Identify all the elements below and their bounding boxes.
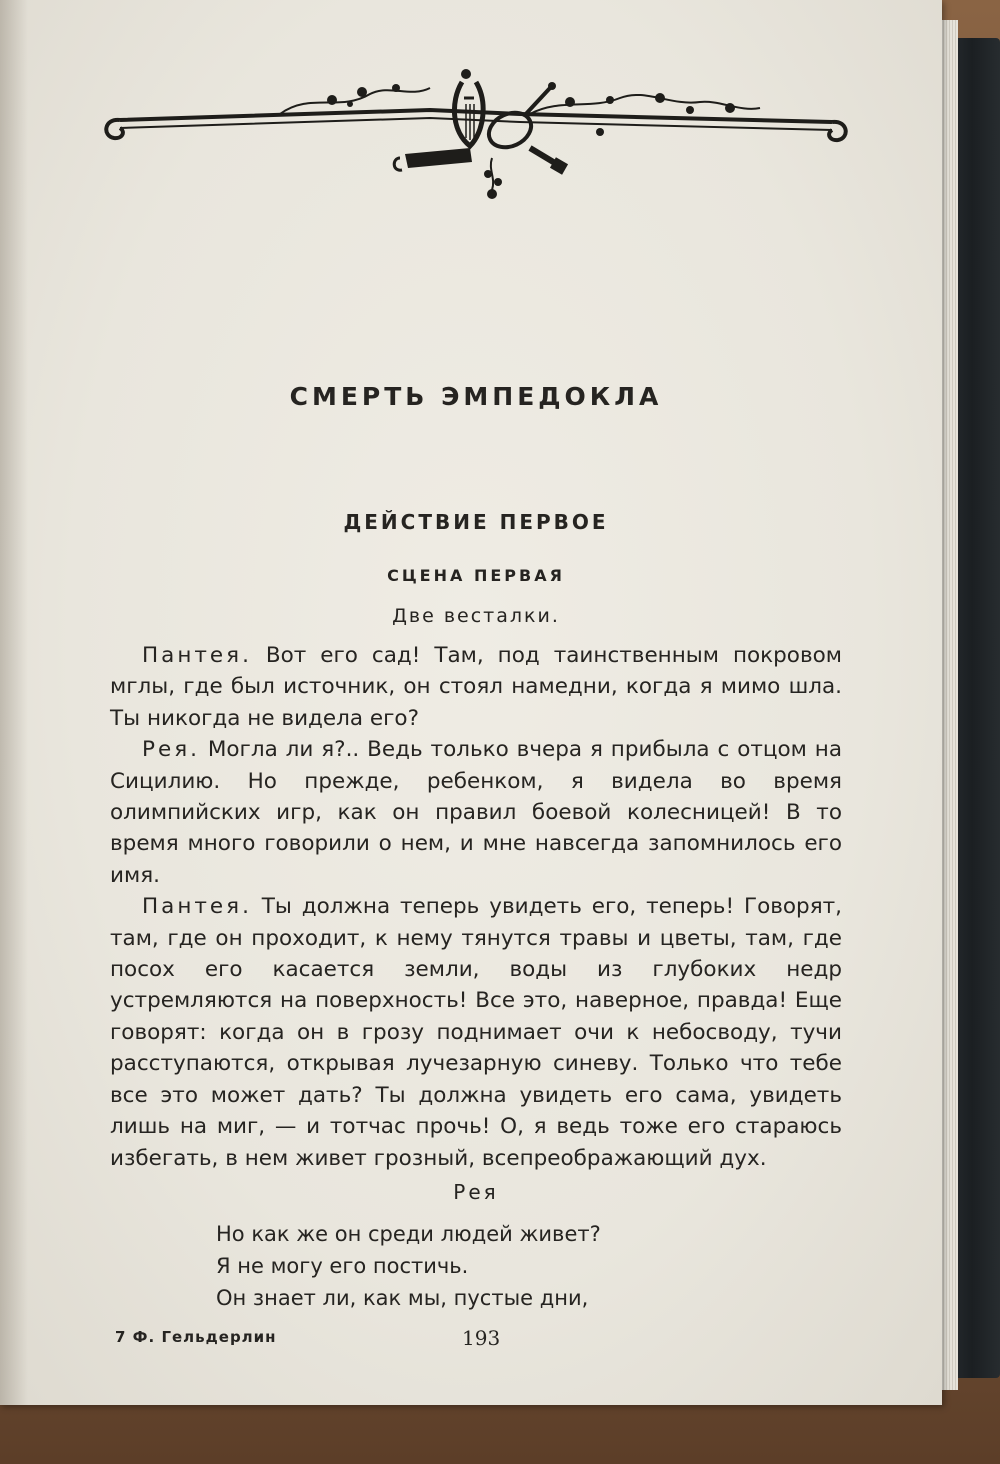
verse-block — [216, 1218, 836, 1314]
dialogue-text: Вот его сад! Там, под таинственным покровом мглы, где был источник, он стоял намедни, когда я мимо шла. Ты никогда не видела его? — [110, 643, 842, 731]
prose-dialogue — [110, 640, 842, 1174]
dialogue-text: Ты должна теперь увидеть его, теперь! Говорят, там, где он проходит, к нему тянутся травы и цветы, там, где посох его касается земли, воды из глубоких недр устремляются на поверхность! Все это, наверное, правда! Еще говорят: когда он в грозу поднимает очи к небосводу, тучи расступаются, открывая лучезарную синеву. Только что тебе все это может дать? Ты должна увидеть его сама, увидеть лишь на миг, — и тотчас прочь! О, я ведь тоже его стараюсь избегать, в нем живет грозный, всепреображающий дух. — [110, 894, 842, 1171]
dialogue-text: Могла ли я?.. Ведь только вчера я прибыла с отцом на Сицилию. Но прежде, ребенком, я видела во время олимпийских игр, как он правил боевой колесницей! В то время много говорили о нем, и мне навсегда запомнилось его имя. — [110, 737, 842, 888]
dialogue-paragraph — [110, 734, 842, 891]
verse-line: Я не могу его постичь. — [216, 1254, 469, 1278]
scene-persons: Две весталки. — [392, 605, 560, 627]
dialogue-paragraph — [110, 640, 842, 734]
printer-signature: 7 Ф. Гельдерлин — [115, 1328, 277, 1346]
verse-line: Он знает ли, как мы, пустые дни, — [216, 1286, 589, 1310]
headpiece-ornament-icon — [100, 62, 852, 202]
verse-line: Но как же он среди людей живет? — [216, 1222, 601, 1246]
page-number: 193 — [462, 1326, 501, 1350]
play-title: СМЕРТЬ ЭМПЕДОКЛА — [289, 382, 663, 411]
act-heading: ДЕЙСТВИЕ ПЕРВОЕ — [343, 510, 609, 534]
page-gutter-shadow — [0, 0, 28, 1405]
speaker-name: Рея. — [142, 737, 200, 763]
scene-heading: СЦЕНА ПЕРВАЯ — [387, 566, 565, 585]
speaker-name: Пантея. — [142, 643, 252, 668]
dialogue-paragraph — [110, 891, 842, 1174]
speaker-name: Пантея. — [142, 894, 252, 920]
verse-speaker-name: Рея — [453, 1180, 499, 1204]
